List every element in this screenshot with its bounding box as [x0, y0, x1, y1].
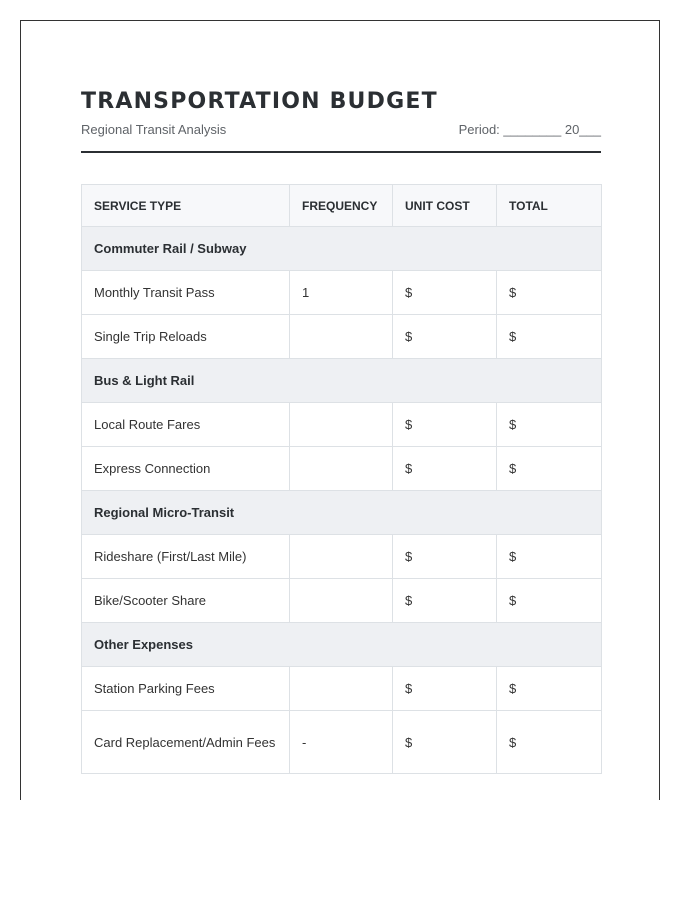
- table-row: [82, 711, 602, 774]
- table-row: [82, 271, 602, 315]
- service-cell: Single Trip Reloads: [82, 315, 290, 359]
- service-cell: Rideshare (First/Last Mile): [82, 535, 290, 579]
- frequency-cell: 1: [290, 271, 393, 315]
- page-title: TRANSPORTATION BUDGET: [81, 89, 438, 114]
- service-cell: Express Connection: [82, 447, 290, 491]
- document-page: [20, 20, 660, 800]
- section-row: [82, 623, 602, 667]
- unit-cost-cell: $: [393, 667, 497, 711]
- column-header-service-type: SERVICE TYPE: [82, 185, 290, 227]
- frequency-cell: [290, 579, 393, 623]
- section-title: Commuter Rail / Subway: [82, 227, 602, 271]
- total-cell: $: [497, 579, 602, 623]
- unit-cost-cell: $: [393, 403, 497, 447]
- column-header-total: TOTAL: [497, 185, 602, 227]
- section-title: Other Expenses: [82, 623, 602, 667]
- section-row: [82, 227, 602, 271]
- column-header-unit-cost: UNIT COST: [393, 185, 497, 227]
- header-divider: [81, 151, 601, 153]
- frequency-cell: [290, 315, 393, 359]
- section-title: Regional Micro-Transit: [82, 491, 602, 535]
- table-row: [82, 403, 602, 447]
- total-cell: $: [497, 271, 602, 315]
- frequency-cell: [290, 447, 393, 491]
- frequency-cell: [290, 535, 393, 579]
- section-row: [82, 491, 602, 535]
- total-cell: $: [497, 447, 602, 491]
- unit-cost-cell: $: [393, 535, 497, 579]
- unit-cost-cell: $: [393, 579, 497, 623]
- service-cell: Card Replacement/Admin Fees: [82, 711, 290, 774]
- table-row: [82, 579, 602, 623]
- table-header-row: [82, 185, 602, 227]
- total-cell: $: [497, 403, 602, 447]
- budget-table: [81, 184, 602, 774]
- table-row: [82, 447, 602, 491]
- total-cell: $: [497, 711, 602, 774]
- frequency-cell: -: [290, 711, 393, 774]
- service-cell: Local Route Fares: [82, 403, 290, 447]
- unit-cost-cell: $: [393, 447, 497, 491]
- service-cell: Station Parking Fees: [82, 667, 290, 711]
- total-cell: $: [497, 315, 602, 359]
- table-row: [82, 535, 602, 579]
- column-header-frequency: FREQUENCY: [290, 185, 393, 227]
- service-cell: Bike/Scooter Share: [82, 579, 290, 623]
- total-cell: $: [497, 667, 602, 711]
- table-row: [82, 315, 602, 359]
- period-field: Period: ________ 20___: [458, 122, 601, 137]
- table-row: [82, 667, 602, 711]
- page-subtitle: Regional Transit Analysis: [81, 122, 227, 137]
- service-cell: Monthly Transit Pass: [82, 271, 290, 315]
- section-title: Bus & Light Rail: [82, 359, 602, 403]
- frequency-cell: [290, 667, 393, 711]
- subtitle-row: [81, 122, 601, 142]
- unit-cost-cell: $: [393, 315, 497, 359]
- unit-cost-cell: $: [393, 711, 497, 774]
- frequency-cell: [290, 403, 393, 447]
- section-row: [82, 359, 602, 403]
- unit-cost-cell: $: [393, 271, 497, 315]
- total-cell: $: [497, 535, 602, 579]
